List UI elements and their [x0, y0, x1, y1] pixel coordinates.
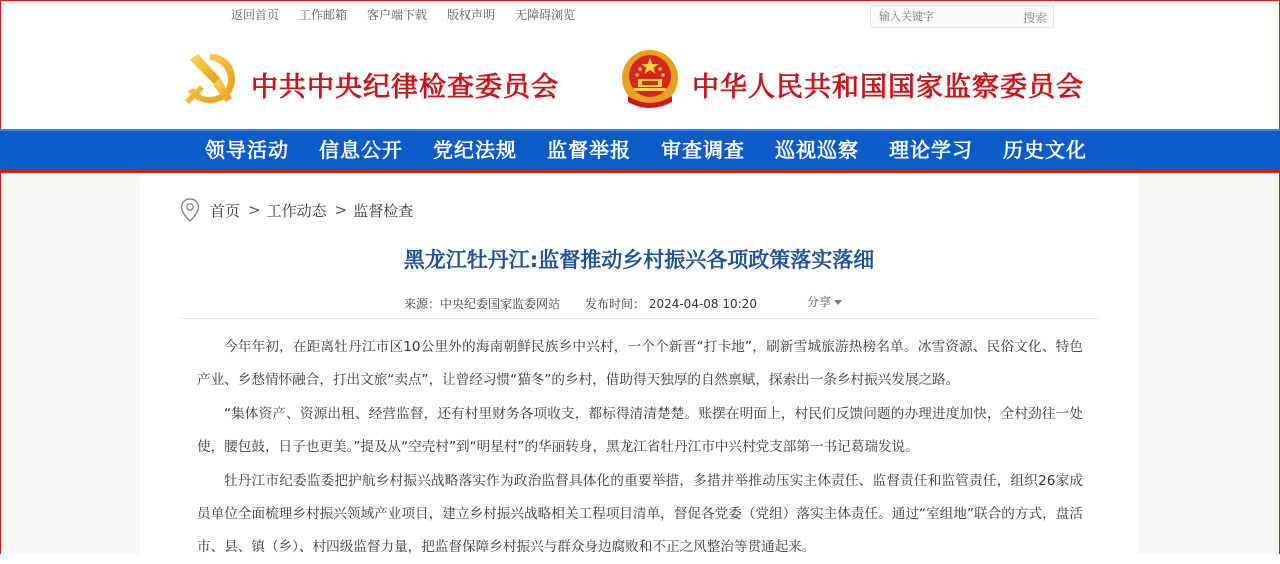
top-links — [231, 6, 575, 23]
accessibility-link[interactable]: 无障碍浏览 — [515, 8, 576, 22]
breadcrumb-work-news[interactable]: 工作动态 — [266, 201, 327, 220]
breadcrumb-separator: > — [248, 201, 261, 219]
breadcrumb — [180, 198, 413, 222]
article-title: 黑龙江牡丹江:监督推动乡村振兴各项政策落实落细 — [403, 248, 875, 272]
home-link[interactable]: 返回首页 — [231, 8, 280, 22]
article-publish-time: 发布时间： 2024-04-08 10:20 — [585, 297, 757, 311]
article-paragraph-2: “集体资产、资源出租、经营监督，还有村里财务各项收支，都标得清清楚楚。账摆在明面上，村民们反馈问题的办理进度加快，全村劲往一处使，腰包鼓，日子也更美。”提及从“空壳村”到“明星村”的华丽转身，黑龙江省牡丹江市中兴村党支部第一书记葛瑞发说。 — [197, 406, 1083, 455]
cpc-commission-title: 中共中央纪律检查委员会 — [251, 72, 559, 103]
left-gutter — [1, 173, 140, 554]
caret-down-icon — [834, 300, 842, 305]
nav-item-reporting[interactable]: 监督举报 — [547, 138, 631, 162]
location-pin-icon — [180, 198, 200, 222]
nav-item-leadership[interactable]: 领导活动 — [205, 138, 289, 162]
main-nav — [0, 129, 1280, 173]
right-gutter — [1138, 173, 1279, 554]
party-emblem-icon — [180, 48, 240, 108]
national-emblem-icon — [620, 48, 680, 110]
search-box — [870, 5, 1054, 28]
nav-item-investigation[interactable]: 审查调查 — [661, 138, 745, 162]
nav-item-inspection[interactable]: 巡视巡察 — [775, 138, 859, 162]
search-input[interactable] — [871, 6, 1011, 27]
nav-item-theory[interactable]: 理论学习 — [889, 138, 973, 162]
share-button[interactable] — [807, 293, 842, 310]
search-button[interactable]: 搜索 — [1022, 11, 1047, 25]
article-source: 来源：中央纪委国家监委网站 — [404, 297, 561, 311]
divider — [180, 318, 1098, 319]
nav-item-information[interactable]: 信息公开 — [319, 138, 403, 162]
breadcrumb-separator: > — [334, 201, 348, 219]
share-label: 分享 — [807, 295, 832, 309]
article-paragraph-3: 牡丹江市纪委监委把护航乡村振兴战略落实作为政治监督具体化的重要举措，多措并举推动压实主体责任、监督责任和监管责任，组织26家成员单位全面梳理乡村振兴领域产业项目，建立乡村振兴战略相关工程项目清单，督促各党委（党组）落实主体责任。通过“室组地”联合的方式，盘活市、县、镇（乡）、村四级监督力量，把监督保障乡村振兴与群众身边腐败和不正之风整治等贯通起来。 — [197, 473, 1083, 555]
email-link[interactable]: 工作邮箱 — [299, 8, 348, 22]
nav-item-regulations[interactable]: 党纪法规 — [433, 138, 517, 162]
copyright-link[interactable]: 版权声明 — [447, 8, 496, 22]
nav-item-history[interactable]: 历史文化 — [1003, 138, 1087, 162]
client-download-link[interactable]: 客户端下载 — [367, 8, 428, 22]
national-supervisory-commission-title: 中华人民共和国国家监察委员会 — [692, 72, 1084, 103]
article-paragraph-1: 今年年初，在距离牡丹江市区10公里外的海南朝鲜民族乡中兴村，一个个新晋“打卡地”，刷新雪城旅游热榜名单。冰雪资源、民俗文化、特色产业、乡愁情怀融合，打出文旅“卖点”，让曾经习惯“猫冬”的乡村，借助得天独厚的自然禀赋，探索出一条乡村振兴发展之路。 — [197, 339, 1083, 388]
breadcrumb-supervision[interactable]: 监督检查 — [353, 201, 414, 220]
breadcrumb-home[interactable]: 首页 — [210, 201, 241, 220]
